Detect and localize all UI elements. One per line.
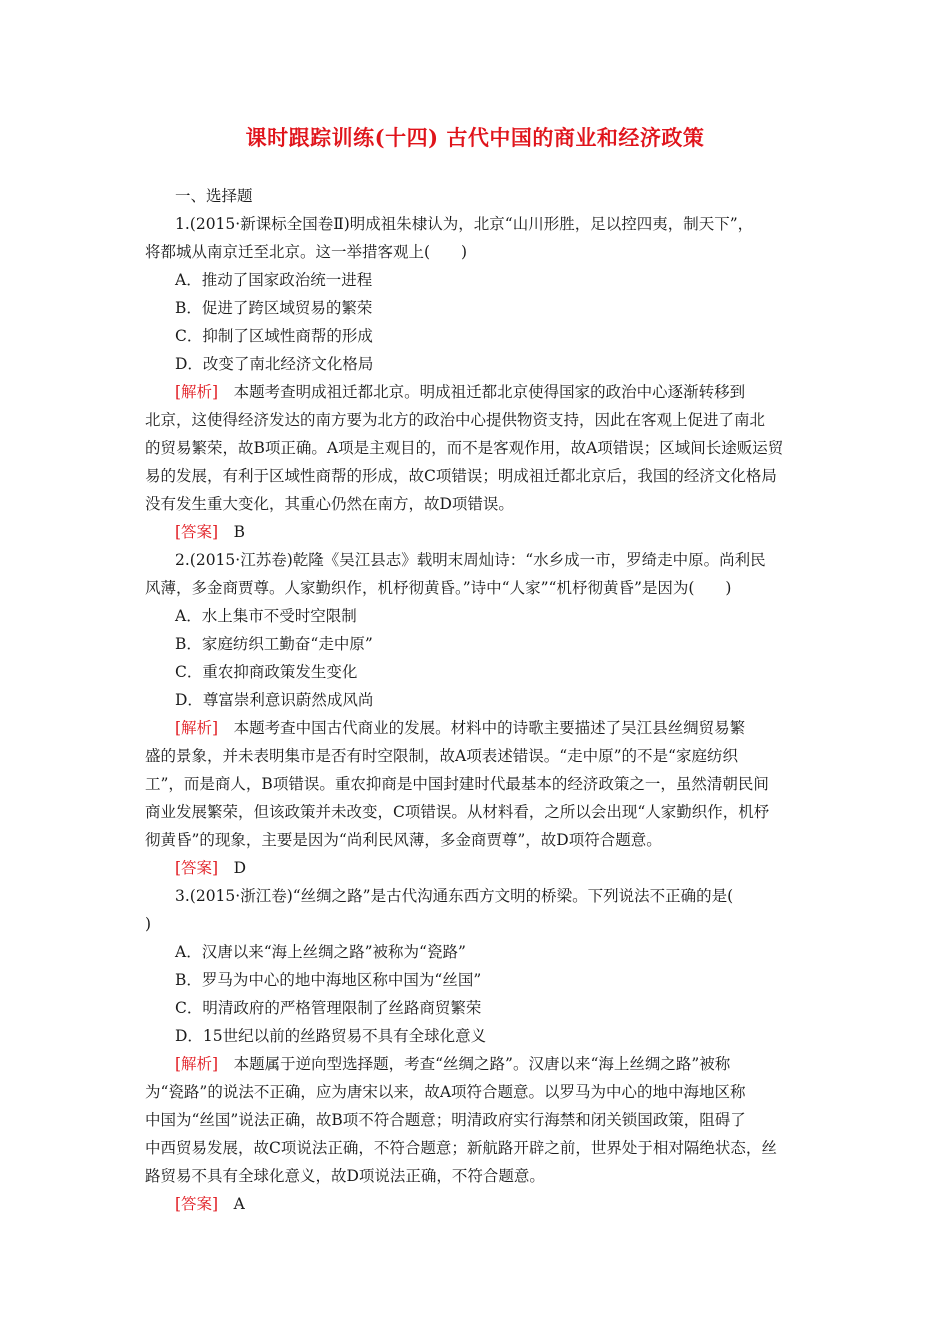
question-1-analysis-line-2: 北京，这使得经济发达的南方要为北方的政治中心提供物资支持，因此在客观上促进了南北: [145, 411, 766, 429]
answer-tag: [答案]: [175, 1195, 219, 1213]
question-1-analysis-line-3: 的贸易繁荣，故B项正确。A项是主观目的，而不是客观作用，故A项错误；区域间长途贩运贸: [145, 439, 784, 457]
question-3-option-a: A．汉唐以来“海上丝绸之路”被称为“瓷路”: [175, 943, 466, 961]
analysis-text: 本题考查明成祖迁都北京。明成祖迁都北京使得国家的政治中心逐渐转移到: [218, 383, 746, 401]
question-3-stem-line-2: ): [145, 915, 152, 933]
answer-tag: [答案]: [175, 859, 219, 877]
question-2-analysis-line-2: 盛的景象，并未表明集市是否有时空限制，故A项表述错误。“走中原”的不是“家庭纺织: [145, 747, 738, 765]
question-2-stem-line-1: 2.(2015·江苏卷)乾隆《吴江县志》载明末周灿诗：“水乡成一市，罗绮走中原。尚利民: [175, 551, 766, 569]
question-2-analysis-line-4: 商业发展繁荣，但该政策并未改变，C项错误。从材料看，之所以会出现“人家勤织作，机杼: [145, 803, 770, 821]
question-1-analysis-line-5: 没有发生重大变化，其重心仍然在南方，故D项错误。: [145, 495, 514, 513]
analysis-text: 本题属于逆向型选择题，考查“丝绸之路”。汉唐以来“海上丝绸之路”被称: [218, 1055, 731, 1073]
question-3-option-c: C．明清政府的严格管理限制了丝路商贸繁荣: [175, 999, 482, 1017]
answer-value: A: [218, 1195, 245, 1213]
question-2-option-c: C．重农抑商政策发生变化: [175, 663, 358, 681]
analysis-text: 本题考查中国古代商业的发展。材料中的诗歌主要描述了吴江县丝绸贸易繁: [218, 719, 746, 737]
question-2-answer: [175, 858, 246, 878]
question-3-answer: [175, 1194, 245, 1214]
question-3-stem-line-1: 3.(2015·浙江卷)“丝绸之路”是古代沟通东西方文明的桥梁。下列说法不正确的是(: [175, 887, 734, 905]
question-3-analysis-line-2: 为“瓷路”的说法不正确，应为唐宋以来，故A项符合题意。以罗马为中心的地中海地区称: [145, 1083, 746, 1101]
question-1-analysis-line-4: 易的发展，有利于区域性商帮的形成，故C项错误；明成祖迁都北京后，我国的经济文化格局: [145, 467, 777, 485]
question-1-stem-line-1: 1.(2015·新课标全国卷Ⅱ)明成祖朱棣认为，北京“山川形胜，足以控四夷，制天下”，: [175, 215, 754, 233]
answer-tag: [答案]: [175, 523, 219, 541]
question-2-analysis-line-1: [175, 718, 745, 738]
analysis-tag: [解析]: [175, 383, 219, 401]
question-3-analysis-line-1: [175, 1054, 730, 1074]
question-2-analysis-line-5: 彻黄昏”的现象，主要是因为“尚利民风薄，多金商贾尊”，故D项符合题意。: [145, 831, 662, 849]
question-3-analysis-line-5: 路贸易不具有全球化意义，故D项说法正确，不符合题意。: [145, 1167, 545, 1185]
question-1-option-d: D．改变了南北经济文化格局: [175, 355, 374, 373]
question-2-option-b: B．家庭纺织工勤奋“走中原”: [175, 635, 373, 653]
page-title: 课时跟踪训练(十四) 古代中国的商业和经济政策: [245, 125, 705, 150]
answer-value: D: [218, 859, 247, 877]
question-3-analysis-line-4: 中西贸易发展，故C项说法正确，不符合题意；新航路开辟之前，世界处于相对隔绝状态，丝: [145, 1139, 777, 1157]
question-3-analysis-line-3: 中国为“丝国”说法正确，故B项不符合题意；明清政府实行海禁和闭关锁国政策，阻碍了: [145, 1111, 746, 1129]
question-2-stem-line-2: 风薄，多金商贾尊。人家勤织作，机杼彻黄昏。”诗中“人家”“机杼彻黄昏”是因为( ): [145, 579, 732, 597]
question-1-option-c: C．抑制了区域性商帮的形成: [175, 327, 373, 345]
question-3-option-b: B．罗马为中心的地中海地区称中国为“丝国”: [175, 971, 482, 989]
analysis-tag: [解析]: [175, 1055, 219, 1073]
question-1-stem-line-2: 将都城从南京迁至北京。这一举措客观上( ): [145, 243, 468, 261]
section-heading: 一、选择题: [175, 187, 253, 205]
question-1-option-b: B．促进了跨区域贸易的繁荣: [175, 299, 373, 317]
question-2-option-a: A．水上集市不受时空限制: [175, 607, 357, 625]
answer-value: B: [218, 523, 245, 541]
question-3-option-d: D．15世纪以前的丝路贸易不具有全球化意义: [175, 1027, 487, 1045]
question-2-option-d: D．尊富崇利意识蔚然成风尚: [175, 691, 374, 709]
analysis-tag: [解析]: [175, 719, 219, 737]
question-1-answer: [175, 522, 245, 542]
question-2-analysis-line-3: 工”，而是商人，B项错误。重农抑商是中国封建时代最基本的经济政策之一，虽然清朝民间: [145, 775, 769, 793]
question-1-option-a: A．推动了国家政治统一进程: [175, 271, 373, 289]
question-1-analysis-line-1: [175, 382, 745, 402]
